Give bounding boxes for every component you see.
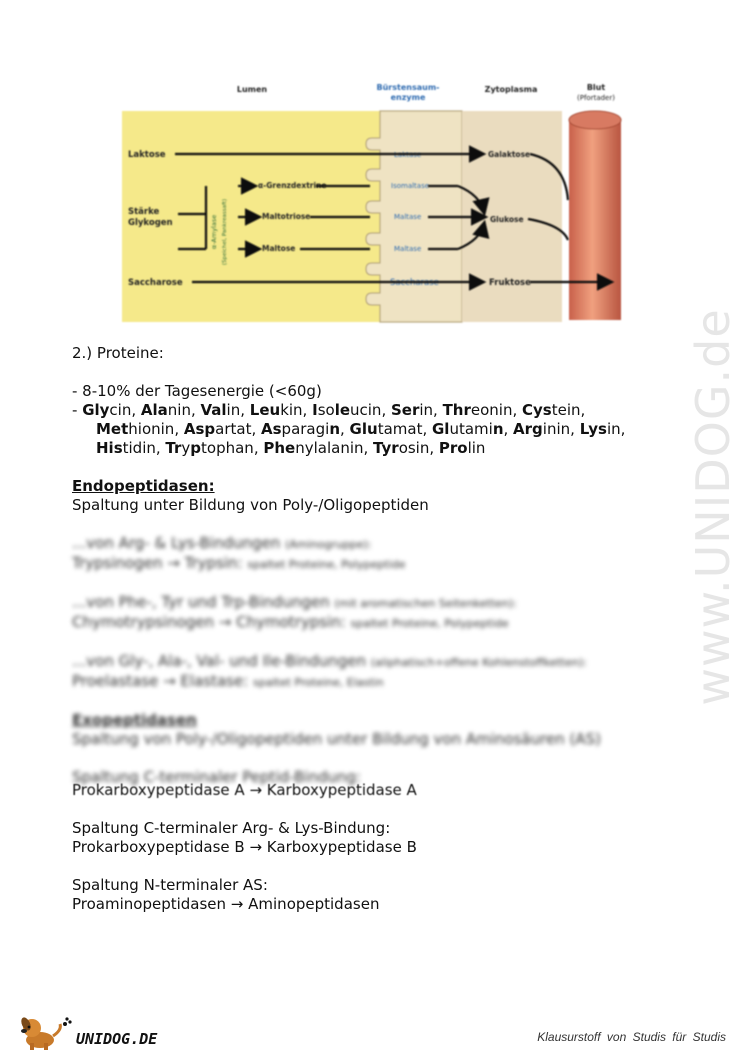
amino-acid-abbrev: Glu [349, 420, 378, 438]
col-enzyme-label-1: Bürstensaum- [376, 83, 440, 92]
energy-line: - 8-10% der Tagesenergie (<60g) [72, 382, 322, 400]
amino-acid-abbrev: Gly [82, 401, 110, 419]
amino-acid-rest: eonin, [470, 401, 523, 419]
document-body [72, 344, 692, 914]
carbohydrate-diagram [0, 0, 750, 330]
aa-dash: - [72, 401, 83, 419]
amino-acid-rest: cin, [109, 401, 141, 419]
amino-acids-line-2 [72, 420, 692, 439]
amino-acid-rest: artat, [215, 420, 261, 438]
amino-acid-rest: tophan, [201, 439, 264, 457]
amino-acid-rest: nin, [167, 401, 201, 419]
amino-acid-rest: inin, [542, 420, 580, 438]
amino-acid-abbrev: I [312, 401, 318, 419]
amino-acid-rest: paragi [281, 420, 330, 438]
amino-acid-rest: utami [449, 420, 493, 438]
col-lumen-label: Lumen [236, 85, 268, 94]
amino-acid-rest: y [181, 439, 191, 457]
chymo-line: Chymotrypsinogen → Chymotrypsin: [72, 613, 346, 631]
grenzdextrine-label: α-Grenzdextrine [258, 181, 327, 190]
amino-acid-abbrev: Met [96, 420, 129, 438]
watermark [688, 282, 738, 732]
enzyme-maltase-2: Maltase [394, 245, 422, 253]
gly-head: ...von Gly-, Ala-, Val- und Ile-Bindungen [72, 652, 366, 670]
carboxypeptidase-b-line: Prokarboxypeptidase B → Karboxypeptidase B [72, 838, 417, 856]
amino-acid-rest: ucin, [350, 401, 391, 419]
carboxypeptidase-a-line: Prokarboxypeptidase A → Karboxypeptidase A [72, 781, 417, 799]
staerke-label: Stärke [128, 207, 160, 217]
amino-acids-line-1 [72, 401, 692, 420]
col-zyto-label: Zytoplasma [484, 85, 538, 94]
amino-acid-abbrev: Thr [442, 401, 471, 419]
amino-acid-rest: , [503, 420, 514, 438]
amino-acid-rest: hionin, [128, 420, 184, 438]
digestion-figure [0, 0, 750, 330]
amino-acid-rest: in, [606, 420, 626, 438]
amino-acid-rest: nylalanin, [295, 439, 374, 457]
amino-acid-abbrev: Cys [522, 401, 552, 419]
amino-acid-abbrev: Asp [183, 420, 216, 438]
amino-acid-abbrev: n [329, 420, 340, 438]
trypsin-note: spaltet Proteine, Polypeptide [247, 558, 406, 571]
amino-acid-rest: so [317, 401, 335, 419]
amino-acid-abbrev: le [334, 401, 351, 419]
c-term-heading: Spaltung C-terminaler Peptid-Bindung: [72, 768, 362, 786]
phe-note: (mit aromatischen Seitenketten): [334, 597, 517, 610]
amino-acid-abbrev: Tr [165, 439, 182, 457]
amino-acid-rest: , [340, 420, 350, 438]
glukose-label: Glukose [490, 215, 524, 224]
aminopeptidase-line: Proaminopeptidasen → Aminopeptidasen [72, 895, 380, 913]
saccharose-label: Saccharose [128, 278, 183, 288]
amino-acid-rest: tidin, [122, 439, 166, 457]
amino-acid-abbrev: Leu [249, 401, 281, 419]
watermark-text: www.UNIDOG.de [686, 308, 740, 706]
col-enzyme-label-2: enzyme [390, 93, 426, 102]
chymo-note: spaltet Proteine, Polypeptide [350, 617, 509, 630]
enzyme-isomaltase: Isomaltase [391, 182, 430, 190]
amino-acid-abbrev: Tyr [373, 439, 399, 457]
amino-acid-abbrev: n [492, 420, 504, 438]
amino-acid-abbrev: Ala [140, 401, 168, 419]
footer-logo [18, 1012, 158, 1052]
exopeptidasen-desc: Spaltung von Poly-/Oligopeptiden unter Bildung von Aminosäuren (AS) [72, 730, 601, 748]
amino-acid-rest: in, [419, 401, 443, 419]
laktose-label: Laktose [128, 150, 166, 160]
maltose-label: Maltose [262, 244, 296, 253]
c-term-arg-line: Spaltung C-terminaler Arg- & Lys-Bindung: [72, 819, 391, 837]
trypsin-line: Trypsinogen → Trypsin: [72, 554, 243, 572]
logo-text: UNIDOG.DE [76, 1030, 158, 1048]
amino-acid-abbrev: Val [200, 401, 227, 419]
elast-note: spaltet Proteine, Elastin [253, 676, 384, 689]
phe-head: ...von Phe-, Tyr und Trp-Bindungen [72, 593, 330, 611]
enzyme-maltase-1: Maltase [394, 213, 422, 221]
fruktose-label: Fruktose [489, 278, 531, 288]
amino-acid-rest: osin, [398, 439, 439, 457]
amino-acid-rest: in, [226, 401, 250, 419]
enzyme-saccharase: Saccharase [390, 278, 439, 288]
amino-acid-rest: kin, [280, 401, 313, 419]
galaktose-label: Galaktose [488, 150, 531, 159]
maltotriose-label: Maltotriose [262, 212, 311, 221]
n-term-line: Spaltung N-terminaler AS: [72, 876, 268, 894]
amino-acid-abbrev: Ser [390, 401, 420, 419]
endopeptidasen-desc: Spaltung unter Bildung von Poly-/Oligopeptiden [72, 496, 429, 514]
col-blut-label-2: (Pfortader) [577, 94, 615, 102]
amino-acid-abbrev: As [261, 420, 282, 438]
amylase-label-1: α-Amylase [210, 214, 218, 250]
amino-acid-abbrev: p [190, 439, 202, 457]
blurred-section [72, 534, 692, 787]
amino-acid-abbrev: Phe [263, 439, 296, 457]
elast-line: Proelastase → Elastase: [72, 672, 249, 690]
amino-acid-rest: tein, [551, 401, 586, 419]
enzyme-laktase: Laktase [394, 151, 422, 159]
glykogen-label: Glykogen [128, 218, 173, 228]
amino-acid-abbrev: Lys [579, 420, 607, 438]
amylase-label-2: (Speichel, Pankreassaft) [222, 198, 228, 266]
amino-acid-abbrev: His [96, 439, 123, 457]
arg-lys-head: ...von Arg- & Lys-Bindungen [72, 534, 281, 552]
gly-note: (aliphatisch+offene Kohlenstoffketten): [370, 656, 587, 669]
dog-icon [18, 1012, 78, 1052]
footer-tagline: Klausurstoff von Studis für Studis [537, 1030, 726, 1044]
amino-acid-abbrev: Arg [513, 420, 543, 438]
col-blut-label-1: Blut [586, 83, 606, 92]
exopeptidasen-heading: Exopeptidasen [72, 711, 197, 729]
section-title: 2.) Proteine: [72, 344, 164, 362]
amino-acid-abbrev: Gl [431, 420, 450, 438]
amino-acids-line-3 [72, 439, 692, 458]
arg-lys-note: (Aminogruppe): [285, 538, 372, 551]
amino-acid-rest: lin [467, 439, 486, 457]
amino-acid-rest: tamat, [377, 420, 432, 438]
endopeptidasen-heading: Endopeptidasen: [72, 477, 215, 495]
amino-acid-abbrev: Pro [438, 439, 468, 457]
